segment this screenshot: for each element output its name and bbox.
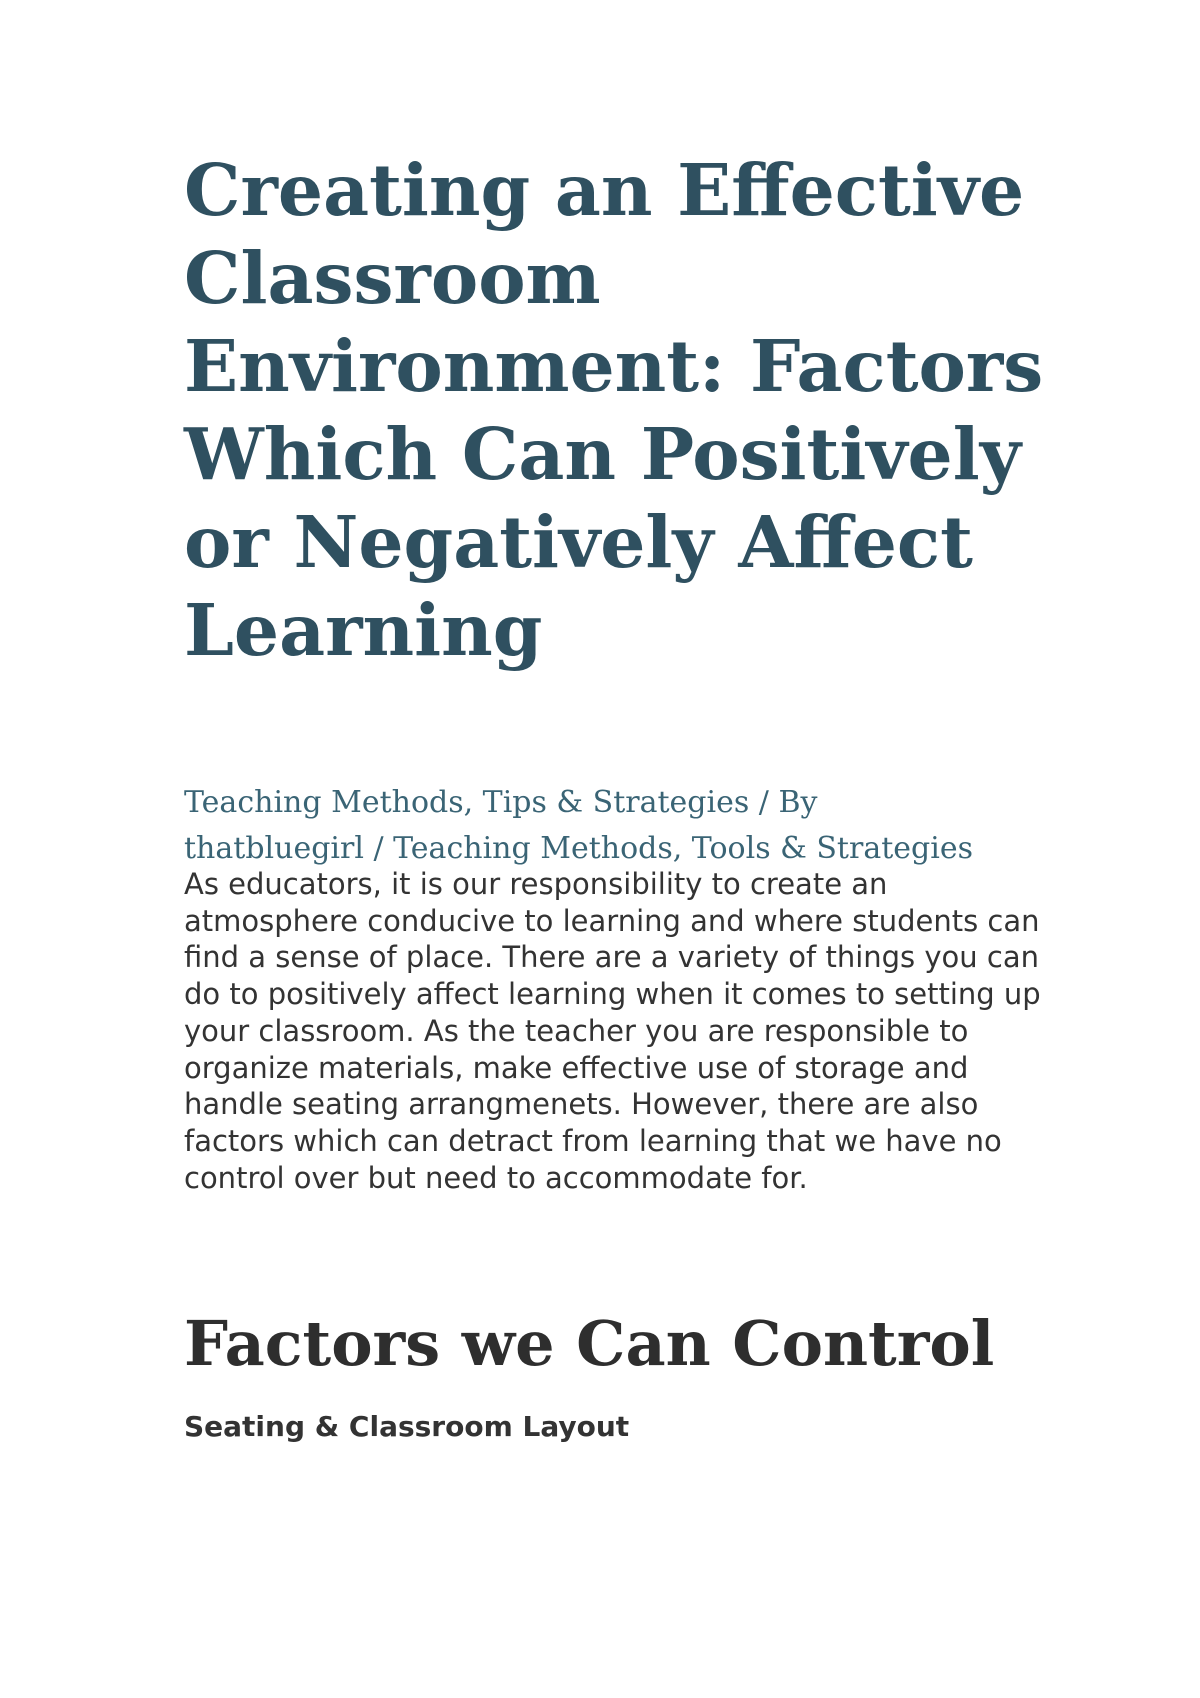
subsection-heading: Seating & Classroom Layout xyxy=(184,1410,630,1443)
section-heading: Factors we Can Control xyxy=(184,1307,995,1380)
category-link-teaching-methods-tools[interactable]: Teaching Methods, Tools & Strategies xyxy=(393,831,973,866)
author-link[interactable]: thatbluegirl xyxy=(184,831,364,866)
article-title: Creating an Effective Classroom Environment: Factors Which Can Positively or Negatively Affect Learning xyxy=(184,148,1044,672)
article-meta xyxy=(184,780,1044,872)
meta-separator: / xyxy=(363,831,394,866)
category-link-teaching-methods-tips[interactable]: Teaching Methods, Tips & Strategies xyxy=(184,785,750,820)
intro-paragraph: As educators, it is our responsibility to create an atmosphere conducive to learning and where students can find a sense of place. There are a variety of things you can do to positively affect learning when it comes to setting up your classroom. As the teacher you are responsible to organize materials, make effective use of storage and handle seating arrangmenets. However, there are also factors which can detract from learning that we have no control over but need to accommodate for. xyxy=(184,867,1041,1195)
meta-separator: / xyxy=(749,785,779,820)
byline-label: By xyxy=(778,785,818,820)
